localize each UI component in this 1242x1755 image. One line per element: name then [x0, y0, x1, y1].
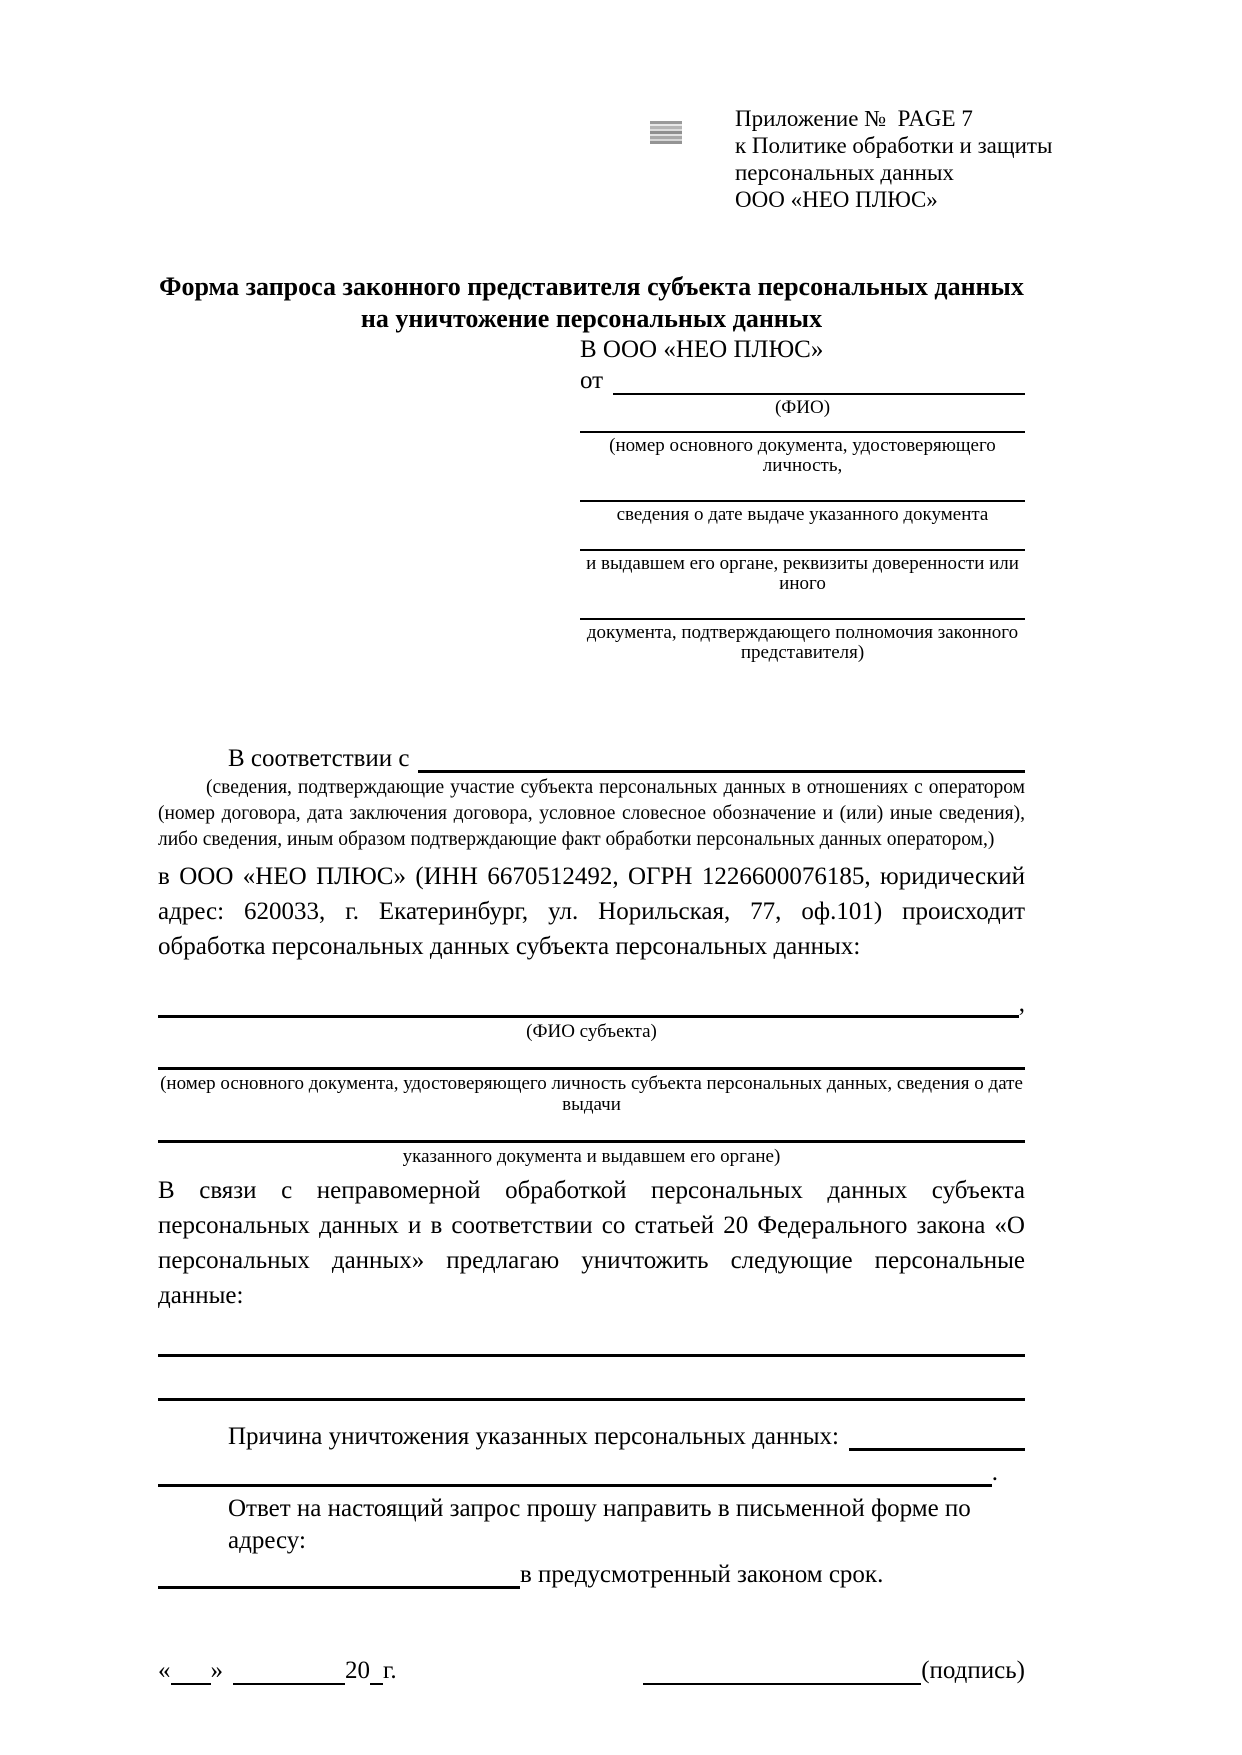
subject-doc-caption-2: указанного документа и выдавшем его органе): [402, 1146, 781, 1167]
reply-address-row: [158, 1557, 1025, 1589]
doc-authority-field[interactable]: [580, 525, 1025, 551]
addressee-block: [580, 335, 1025, 663]
signature-group: [643, 1657, 1025, 1685]
subject-fio-field[interactable]: [158, 992, 1019, 1018]
accordance-row: [158, 741, 1025, 773]
appendix-line: персональных данных: [735, 160, 954, 185]
appendix-line: Приложение № PAGE 7: [735, 106, 973, 131]
quote-open: «: [158, 1657, 171, 1684]
year-prefix: 20: [345, 1657, 370, 1684]
document-body: [158, 741, 1025, 1685]
doc-caption-2: сведения о дате выдаче указанного документа: [616, 504, 989, 525]
accordance-label: В соответствии с: [228, 745, 410, 772]
accordance-note: (сведения, подтверждающие участие субъекта персональных данных в отношениях с оператором (номер договора, дата заключения договора, условное словесное обозначение и (или) иные сведения), либо сведения, иным образом подтверждающие факт обработки персональных данных оператором,): [158, 777, 1025, 850]
appendix-header: [735, 0, 1242, 213]
fio-caption: (ФИО): [774, 397, 831, 418]
reason-row: [158, 1417, 1025, 1451]
signature-field[interactable]: [643, 1659, 921, 1685]
addressee-org: В ООО «НЕО ПЛЮС»: [580, 336, 824, 363]
representative-fio-field[interactable]: [613, 369, 1025, 395]
signature-row: [158, 1651, 1025, 1685]
doc-issue-date-field[interactable]: [580, 476, 1025, 502]
reply-address-field[interactable]: [158, 1563, 520, 1589]
year-field[interactable]: [370, 1659, 383, 1685]
reason-continuation-field[interactable]: [158, 1457, 992, 1487]
subject-fio-caption: (ФИО субъекта): [526, 1021, 657, 1042]
doc-caption-4: документа, подтверждающего полномочия законного представителя): [586, 622, 1019, 663]
quote-close: »: [210, 1657, 223, 1684]
reply-suffix: в предусмотренный законом срок.: [520, 1561, 884, 1588]
striped-lines-artifact-icon: [650, 121, 682, 144]
form-title-line2: на уничтожение персональных данных: [360, 304, 823, 333]
doc-powers-field[interactable]: [580, 594, 1025, 620]
subject-doc-field[interactable]: [158, 1042, 1025, 1070]
reason-period: .: [991, 1459, 998, 1486]
day-field[interactable]: [171, 1659, 211, 1685]
data-to-destroy-field-1[interactable]: [158, 1313, 1025, 1357]
form-title-line1: Форма запроса законного представителя субъекта персональных данных: [159, 272, 1024, 301]
subject-doc-caption-1: (номер основного документа, удостоверяющего личность субъекта персональных данных, сведения о дате выдачи: [160, 1073, 1023, 1115]
appendix-line: к Политике обработки и защиты: [735, 133, 1053, 158]
doc-caption-3: и выдавшем его органе, реквизиты доверенности или иного: [586, 553, 1019, 594]
operator-paragraph: в ООО «НЕО ПЛЮС» (ИНН 6670512492, ОГРН 1226600076185, юридический адрес: 620033, г. Екатеринбург, ул. Норильская, 77, оф.101) происходит обработка персональных данных субъекта персональных данных:: [158, 863, 1025, 960]
subject-fio-row: [158, 988, 1025, 1018]
accordance-field[interactable]: [418, 745, 1025, 773]
reason-continuation-row: [158, 1451, 998, 1487]
appendix-line: ООО «НЕО ПЛЮС»: [735, 187, 938, 212]
reply-sentence: Ответ на настоящий запрос прошу направить в письменной форме по адресу:: [228, 1495, 971, 1554]
year-suffix: г.: [383, 1657, 397, 1684]
doc-caption-1: (номер основного документа, удостоверяющего личность,: [609, 435, 996, 476]
representative-doc-number-field[interactable]: [580, 418, 1025, 433]
reason-field[interactable]: [849, 1423, 1025, 1451]
from-label: от: [580, 367, 604, 394]
from-row: [580, 365, 1025, 395]
subject-fio-comma: ,: [1018, 990, 1025, 1017]
request-paragraph: В связи с неправомерной обработкой персональных данных субъекта персональных данных и в соответствии со статьей 20 Федерального закона «О персональных данных» предлагаю уничтожить следующие персональные данные:: [158, 1177, 1025, 1309]
subject-doc-authority-field[interactable]: [158, 1115, 1025, 1143]
data-to-destroy-field-2[interactable]: [158, 1357, 1025, 1401]
reason-label: Причина уничтожения указанных персональных данных:: [228, 1423, 839, 1450]
form-title: [158, 271, 1025, 335]
month-field[interactable]: [233, 1659, 345, 1685]
signature-caption: (подпись): [921, 1657, 1025, 1684]
date-group: [158, 1657, 397, 1685]
